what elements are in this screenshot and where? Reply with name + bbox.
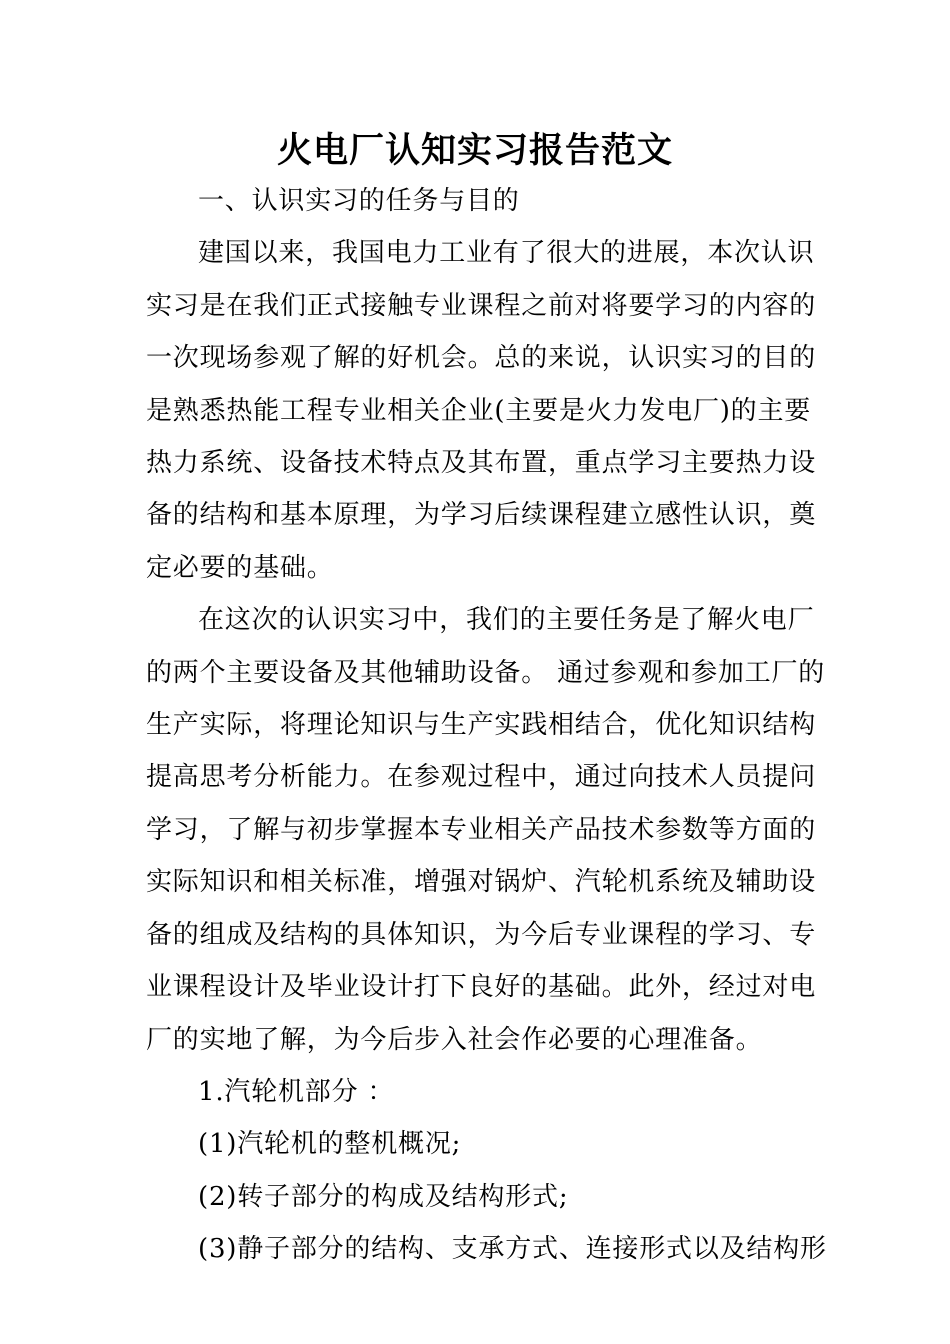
section-heading: 一、认识实习的任务与目的 [198, 186, 520, 216]
paragraph-line: 备的组成及结构的具体知识，为今后专业课程的学习、专 [146, 919, 817, 950]
paragraph-line: 的两个主要设备及其他辅助设备。 通过参观和参加工厂的 [146, 657, 826, 688]
paragraph-line: 在这次的认识实习中，我们的主要任务是了解火电厂 [198, 605, 815, 636]
paragraph-1 [146, 227, 817, 594]
paragraph-line: 生产实际，将理论知识与生产实践相结合，优化知识结构 [146, 710, 817, 741]
paragraph-line: 备的结构和基本原理，为学习后续课程建立感性认识，奠 [146, 500, 817, 531]
paragraph-line: 热力系统、设备技术特点及其布置，重点学习主要热力设 [146, 448, 817, 479]
subsection-heading: 1.汽轮机部分 ： [198, 1076, 395, 1107]
paragraph-line: 建国以来，我国电力工业有了很大的进展，本次认识 [198, 238, 815, 269]
paragraph-line: 提高思考分析能力。在参观过程中，通过向技术人员提问 [146, 762, 817, 793]
list-item: (1)汽轮机的整机概况; [198, 1129, 462, 1160]
paragraph-line: 定必要的基础。 [146, 552, 334, 583]
paragraph-line: 实际知识和相关标准，增强对锅炉、汽轮机系统及辅助设 [146, 867, 817, 898]
document-title: 火电厂认知实习报告范文 [276, 131, 673, 171]
paragraph-line: 学习，了解与初步掌握本专业相关产品技术参数等方面的 [146, 814, 817, 845]
paragraph-line: 是熟悉热能工程专业相关企业(主要是火力发电厂)的主要 [146, 395, 812, 426]
document-body [146, 175, 827, 1276]
paragraph-line: 业课程设计及毕业设计打下良好的基础。此外，经过对电 [146, 972, 817, 1003]
paragraph-line: 厂的实地了解，为今后步入社会作必要的心理准备。 [146, 1024, 763, 1055]
list-item: (2)转子部分的构成及结构形式; [198, 1181, 569, 1212]
list-item: (3)静子部分的结构、支承方式、连接形式以及结构形 [198, 1234, 827, 1265]
paragraph-2 [146, 594, 826, 1066]
paragraph-line: 实习是在我们正式接触专业课程之前对将要学习的内容的 [146, 290, 817, 321]
paragraph-line: 一次现场参观了解的好机会。总的来说，认识实习的目的 [146, 343, 817, 374]
